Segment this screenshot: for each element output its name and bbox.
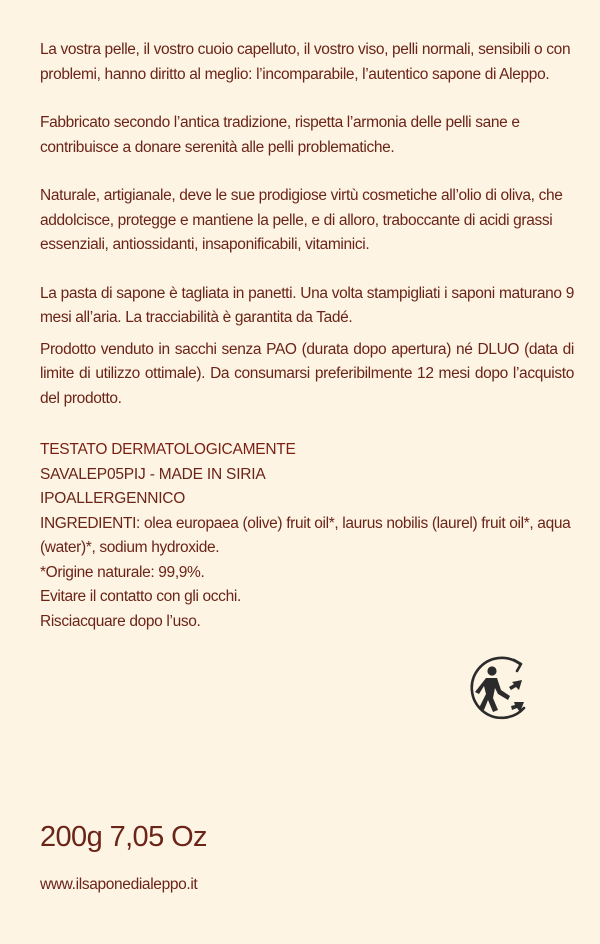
website-link[interactable]: www.ilsaponedialeppo.it: [40, 876, 198, 893]
ingredients-list: olea europaea (olive) fruit oil*, laurus nobilis (laurel) fruit oil*, aqua (water)*, sodium hydroxide.: [40, 514, 571, 556]
description-paragraph-3: Naturale, artigianale, deve le sue prodigiose virtù cosmetiche all’olio di oliva, che addolcisce, protegge e mantiene la pelle, e di alloro, traboccante di acidi grassi essenziali, antiossidanti, insaponificabili, vitaminici.: [40, 187, 563, 253]
hypoallergenic: IPOALLERGENNICO: [40, 490, 186, 507]
dermatology-tested: TESTATO DERMATOLOGICAMENTE: [40, 441, 296, 458]
warning-eyes: Evitare il contatto con gli occhi.: [40, 588, 241, 605]
product-weight: 200g 7,05 Oz: [40, 821, 207, 853]
product-code: SAVALEP05PIJ - MADE IN SIRIA: [40, 465, 266, 483]
triman-recycling-icon: [462, 650, 538, 726]
warning-rinse: Risciacquare dopo l’uso.: [40, 612, 201, 630]
product-label: [40, 38, 574, 634]
ingredients-label: INGREDIENTI:: [40, 514, 141, 532]
ingredients: [40, 512, 574, 561]
description-paragraph-4: La pasta di sapone è tagliata in panetti. Una volta stampigliati i saponi maturano 9 mesi all’aria. La tracciabilità è garantita da Tadé.: [40, 284, 574, 326]
description-paragraph-5: Prodotto venduto in sacchi senza PAO (durata dopo apertura) né DLUO (data di limite di utilizzo ottimale). Da consumarsi preferibilmente 12 mesi dopo l’acquisto del prodotto.: [40, 340, 574, 407]
description-paragraph-1: La vostra pelle, il vostro cuoio capelluto, il vostro viso, pelli normali, sensibili o con problemi, hanno diritto al meglio: l’incomparabile, l’autentico sapone di Aleppo.: [40, 41, 571, 83]
product-specs: [40, 438, 574, 634]
natural-origin: *Origine naturale: 99,9%.: [40, 563, 205, 581]
description-paragraph-2: Fabbricato secondo l’antica tradizione, rispetta l’armonia delle pelli sane e contribuisce a donare serenità alle pelli problematiche.: [40, 114, 520, 156]
